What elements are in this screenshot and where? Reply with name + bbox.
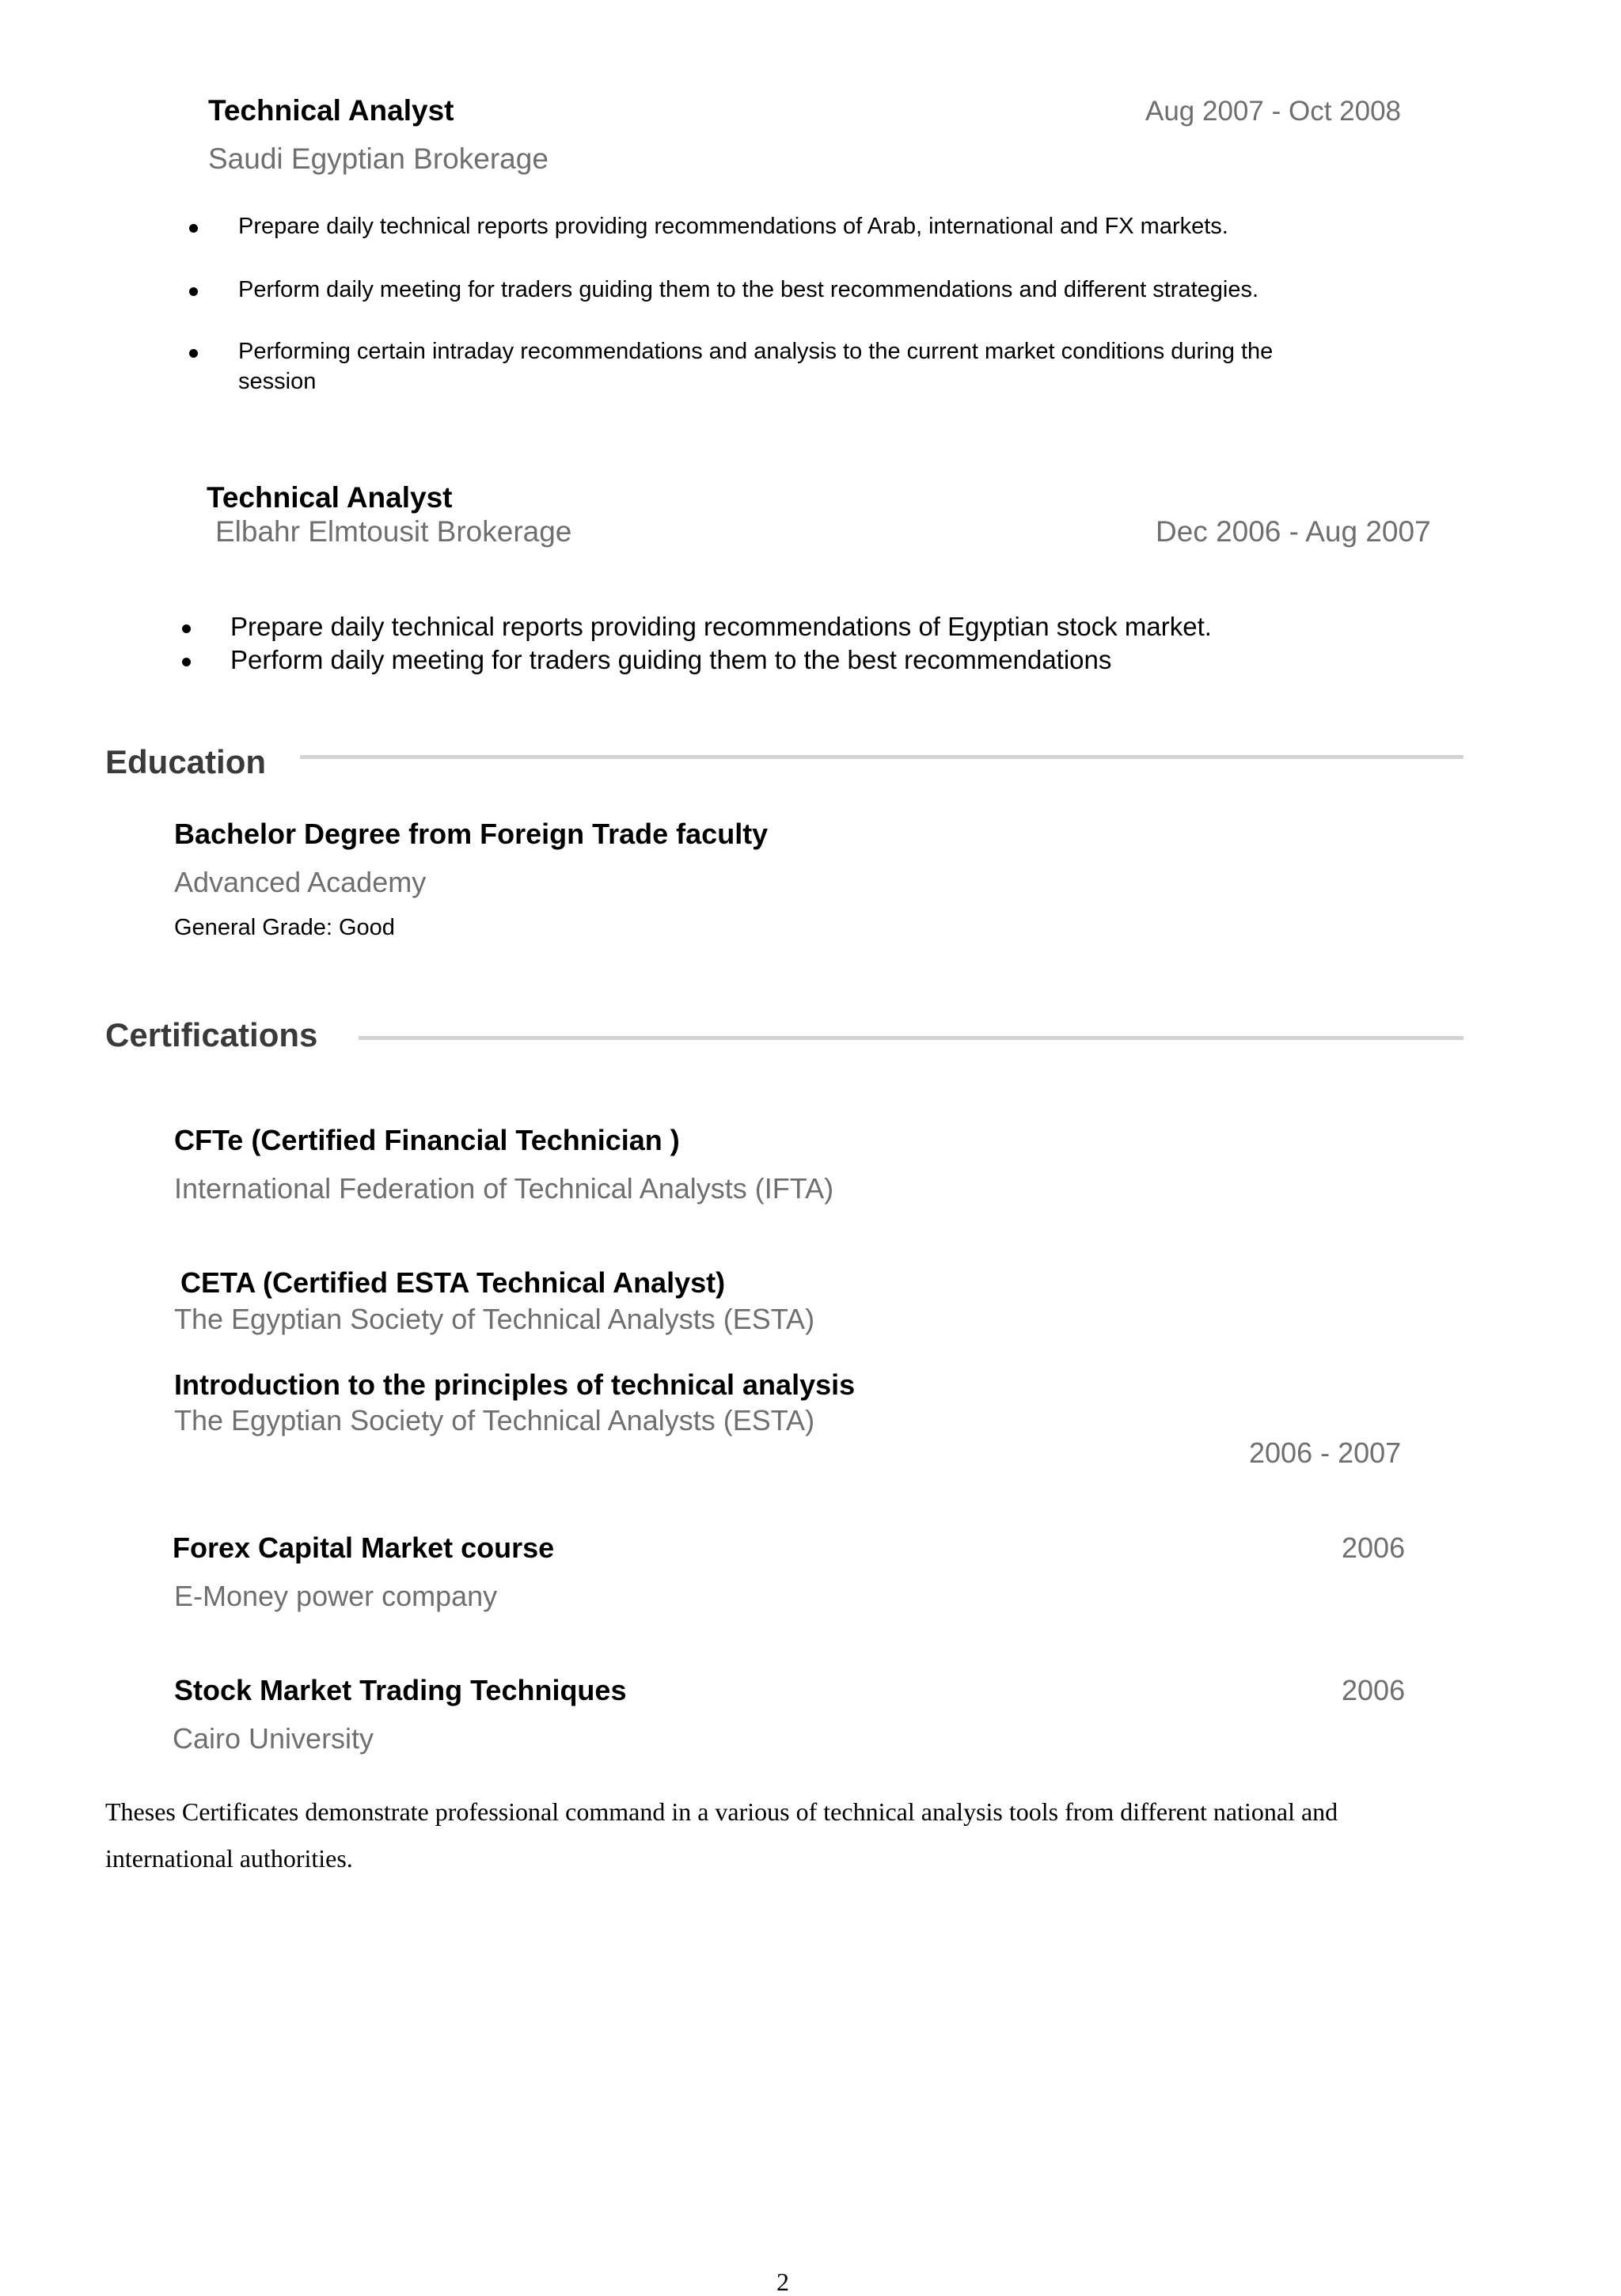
page-number: 2 (776, 2268, 789, 2296)
education-heading: Education (105, 743, 267, 780)
company-name: Elbahr Elmtousit Brokerage (215, 515, 572, 548)
job-bullet: Performing certain intraday recommendations and analysis to the current market conditions during the (238, 339, 1274, 364)
bullet-icon (189, 287, 198, 296)
job-bullet: Perform daily meeting for traders guiding them to the best recommendations and different strategies. (238, 277, 1259, 302)
job-title: Technical Analyst (208, 94, 454, 127)
grade-text: General Grade: Good (174, 915, 395, 940)
bullet-icon (182, 658, 191, 666)
certification-date: 2006 - 2007 (1249, 1436, 1402, 1469)
certification-issuer: The Egyptian Society of Technical Analysts (ESTA) (174, 1404, 815, 1436)
company-name: Saudi Egyptian Brokerage (208, 142, 549, 175)
job-title: Technical Analyst (207, 481, 453, 514)
bullet-icon (189, 349, 198, 358)
bullet-icon (182, 624, 191, 633)
job-bullet: Perform daily meeting for traders guiding them to the best recommendations (230, 645, 1112, 674)
certification-date: 2006 (1342, 1531, 1406, 1564)
certifications-summary: Theses Certificates demonstrate professional command in a various of technical analysis tools from different national and (105, 1797, 1338, 1826)
certification-issuer: International Federation of Technical Analysts (IFTA) (174, 1172, 834, 1205)
certifications-summary: international authorities. (105, 1844, 353, 1873)
certification-title: Stock Market Trading Techniques (174, 1674, 627, 1706)
section-divider (359, 1036, 1463, 1040)
certification-date: 2006 (1342, 1674, 1406, 1706)
section-divider (300, 755, 1463, 759)
certifications-heading: Certifications (105, 1016, 318, 1053)
bullet-icon (189, 224, 198, 233)
job-dates: Dec 2006 - Aug 2007 (1156, 515, 1431, 548)
certification-issuer: Cairo University (173, 1722, 374, 1755)
job-bullet: Prepare daily technical reports providing recommendations of Arab, international and FX markets. (238, 214, 1228, 239)
school-name: Advanced Academy (174, 866, 427, 898)
certification-title: Introduction to the principles of technical analysis (174, 1368, 856, 1401)
job-bullet-continuation: session (238, 369, 317, 394)
certification-title: Forex Capital Market course (173, 1531, 555, 1564)
certification-title: CFTe (Certified Financial Technician ) (174, 1124, 680, 1156)
degree-title: Bachelor Degree from Foreign Trade faculty (174, 818, 769, 850)
job-bullet: Prepare daily technical reports providing recommendations of Egyptian stock market. (230, 612, 1212, 641)
certification-issuer: E-Money power company (174, 1580, 498, 1612)
job-dates: Aug 2007 - Oct 2008 (1145, 96, 1401, 127)
certification-issuer: The Egyptian Society of Technical Analysts (ESTA) (174, 1303, 815, 1335)
certification-title: CETA (Certified ESTA Technical Analyst) (180, 1266, 726, 1299)
